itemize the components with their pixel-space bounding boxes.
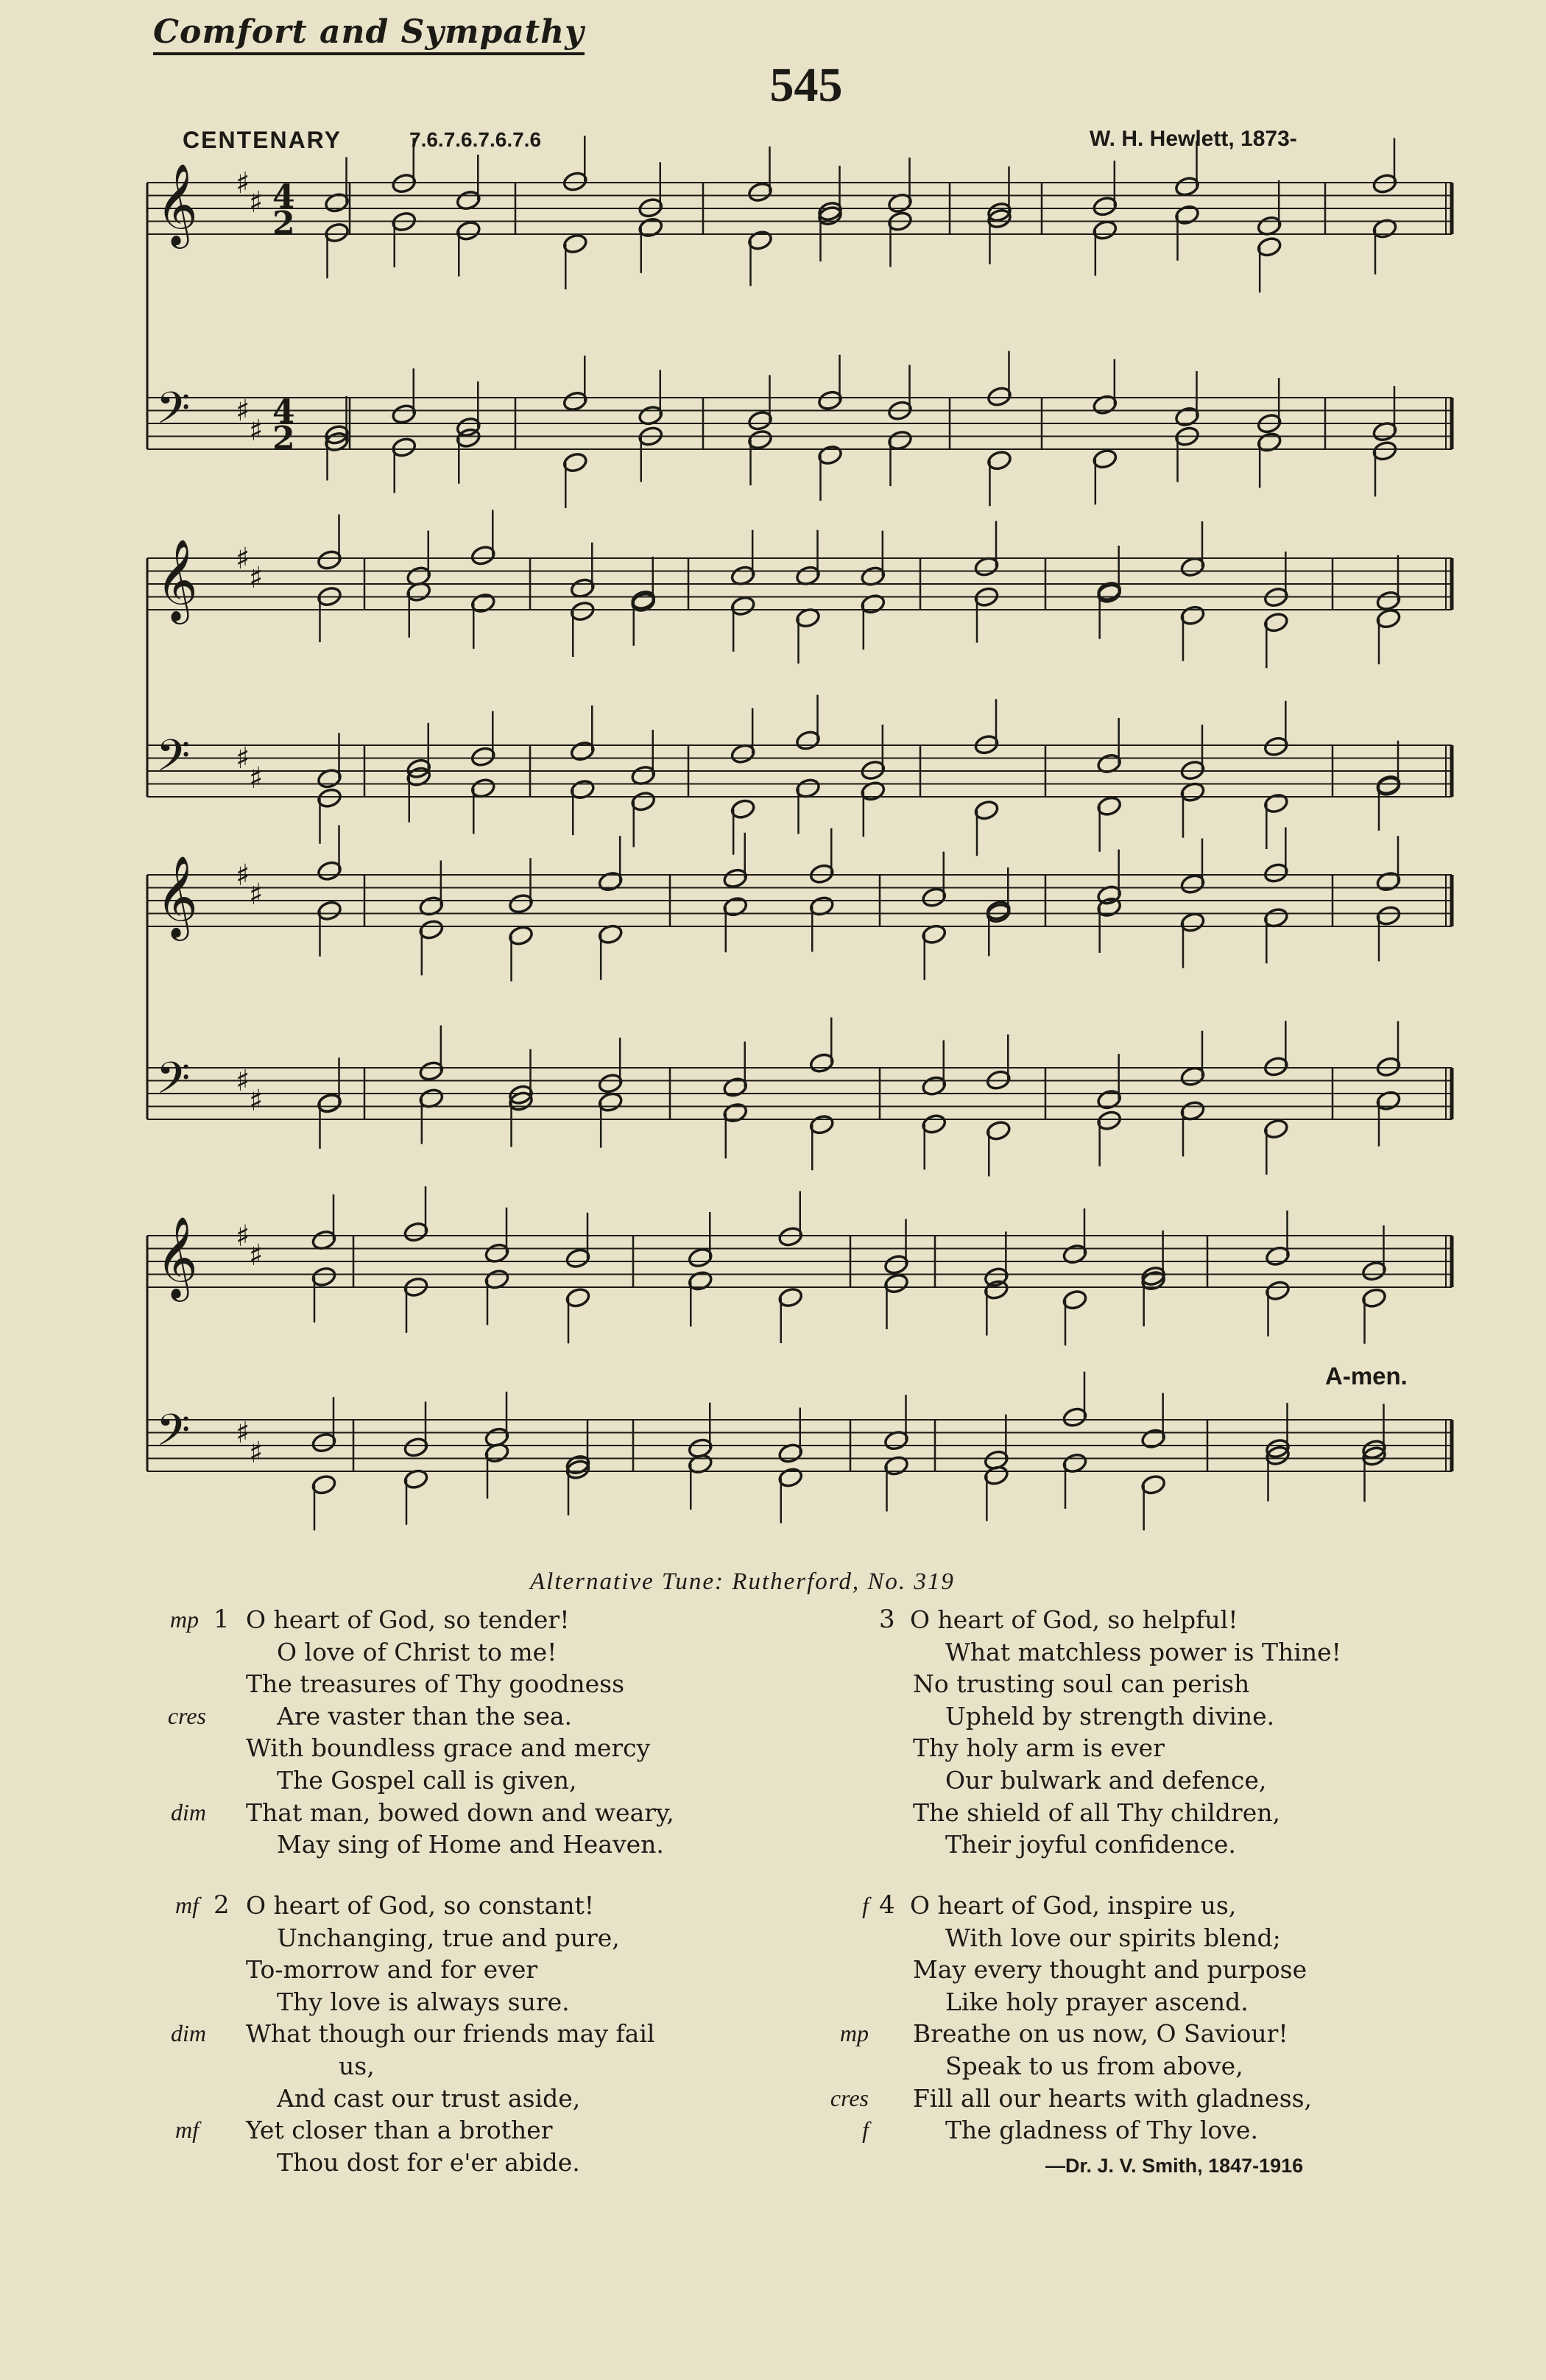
verse-line [0,1922,663,1954]
verse-line [810,1636,1472,1669]
verse-line [810,1828,1472,1861]
verse-line [810,1668,1472,1700]
verse-line [810,1986,1472,2018]
dynamic-mark: f [862,1892,869,1918]
verse-line [0,2082,663,2115]
stanza-number: 2 [213,1890,230,1920]
verse-text: O heart of God, so helpful! [910,1605,1238,1634]
treble-clef-icon: 𝄞 [156,1216,198,1298]
verse-text: O heart of God, so constant! [246,1891,594,1920]
verse-line [0,1604,663,1636]
verse-line [810,2018,1472,2050]
tune-name: CENTENARY [183,127,342,153]
time-signature-bottom: 2 [272,205,295,242]
verse-text: Our bulwark and defence, [945,1765,1267,1795]
time-signature-bottom: 2 [272,420,295,457]
stanza-number: 4 [879,1890,895,1920]
verse-text: Like holy prayer ascend. [945,1987,1249,2016]
verse-line [0,1668,663,1700]
dynamic-mark: mp [839,2020,869,2047]
verse-line [810,1700,1472,1733]
verse-line [0,1797,674,1829]
verse-line [0,1700,663,1733]
verse-text: Yet closer than a brother [246,2116,553,2145]
verse-line [0,1636,663,1669]
amen-label: A-men. [1325,1362,1408,1390]
verse-text: What though our friends may fail [246,2019,655,2049]
verse-text: And cast our trust aside, [277,2083,581,2113]
verse-line [0,1764,663,1797]
verse-line [0,2050,663,2082]
verse-line [810,1922,1472,1954]
stanza-4 [810,1890,1472,2147]
verse-line [0,1954,663,1986]
sharp-icon: ♯ [236,1416,250,1450]
hymn-number: 545 [769,58,843,112]
sharp-icon: ♯ [236,742,250,775]
bass-clef-icon: 𝄢 [156,1404,191,1466]
bass-clef-icon: 𝄢 [156,1052,191,1114]
meter: 7.6.7.6.7.6.7.6 [409,128,542,151]
stanza-2 [0,1890,663,2178]
sharp-icon: ♯ [249,186,264,219]
dynamic-mark: mf [175,1892,199,1918]
sharp-icon: ♯ [236,542,250,576]
sharp-icon: ♯ [249,1436,264,1470]
verse-line [810,1764,1472,1797]
verse-line [810,1604,1472,1636]
dynamic-mark: cres [167,1702,206,1729]
verse-line [810,1732,1472,1764]
treble-clef-icon: 𝄞 [156,538,198,621]
sharp-icon: ♯ [236,859,250,892]
verse-text: What matchless power is Thine! [945,1637,1341,1666]
verse-text: Thy love is always sure. [277,1987,570,2016]
verse-text: May sing of Home and Heaven. [277,1830,664,1859]
sharp-icon: ♯ [249,761,264,795]
verse-line [810,1954,1472,1986]
sharp-icon: ♯ [236,1064,250,1098]
sharp-icon: ♯ [236,394,250,428]
verse-text: O heart of God, so tender! [246,1605,570,1634]
verse-line [810,1890,1472,1922]
verse-text: O heart of God, inspire us, [910,1891,1237,1920]
verse-text: Upheld by strength divine. [945,1701,1275,1731]
bass-clef-icon: 𝄢 [156,382,191,444]
author-credit: —Dr. J. V. Smith, 1847-1916 [1045,2155,1304,2177]
verse-line [0,2147,663,2179]
dynamic-mark: dim [171,2020,206,2047]
sharp-icon: ♯ [249,1239,264,1272]
dynamic-mark: mp [169,1606,199,1633]
verse-text: Fill all our hearts with gladness, [913,2083,1313,2113]
verse-text: Speak to us from above, [945,2051,1243,2080]
stanza-1 [0,1604,674,1861]
verse-text: With boundless grace and mercy [246,1733,651,1763]
verse-text: The Gospel call is given, [277,1765,577,1795]
dynamic-mark: mf [175,2116,199,2144]
verse-text: Thy holy arm is ever [913,1733,1165,1763]
dynamic-mark: f [862,2116,869,2144]
sharp-icon: ♯ [249,878,264,912]
verse-text: The gladness of Thy love. [945,2116,1258,2145]
sharp-icon: ♯ [249,1084,264,1118]
sharp-icon: ♯ [249,414,264,448]
verse-text: Thou dost for e'er abide. [277,2147,580,2177]
verse-text: O love of Christ to me! [277,1637,557,1666]
verse-text: Breathe on us now, O Saviour! [913,2019,1288,2049]
sharp-icon: ♯ [249,561,264,595]
verse-text: us, [339,2051,375,2080]
dynamic-mark: cres [830,2084,869,2111]
verse-text: The treasures of Thy goodness [246,1669,625,1699]
verse-text: The shield of all Thy children, [913,1798,1280,1827]
verse-line [0,1732,663,1764]
verse-text: May every thought and purpose [913,1955,1307,1985]
bass-clef-icon: 𝄢 [156,730,191,792]
verse-line [0,2018,663,2050]
verse-text: No trusting soul can perish [913,1669,1250,1699]
verse-text: Are vaster than the sea. [277,1701,573,1731]
time-signature-top: 4 [272,393,295,431]
dynamic-mark: dim [171,1798,206,1826]
verses [0,1604,1546,2355]
verse-text: Unchanging, true and pure, [277,1923,620,1952]
verse-line [0,2114,663,2147]
treble-clef-icon: 𝄞 [156,163,198,245]
verse-line [0,1828,663,1861]
stanza-number: 1 [213,1605,230,1634]
verse-text: With love our spirits blend; [945,1923,1281,1952]
sharp-icon: ♯ [236,1219,250,1253]
sharp-icon: ♯ [236,166,250,200]
verse-line [810,2050,1472,2082]
verse-line [810,2114,1472,2147]
stanza-3 [810,1604,1472,1861]
verse-line [810,1797,1472,1829]
verse-line [810,2082,1472,2115]
verse-text: Their joyful confidence. [945,1830,1236,1859]
treble-clef-icon: 𝄞 [156,855,198,937]
verse-line [0,1986,663,2018]
verse-line [0,1890,663,1922]
stanza-number: 3 [879,1605,895,1634]
composer: W. H. Hewlett, 1873- [1090,127,1297,151]
section-title: Comfort and Sympathy [153,13,585,55]
alternative-tune-note: Alternative Tune: Rutherford, No. 319 [530,1569,955,1595]
time-signature-top: 4 [272,178,295,216]
verse-text: That man, bowed down and weary, [246,1798,674,1827]
verse-text: To-morrow and for ever [246,1955,538,1985]
